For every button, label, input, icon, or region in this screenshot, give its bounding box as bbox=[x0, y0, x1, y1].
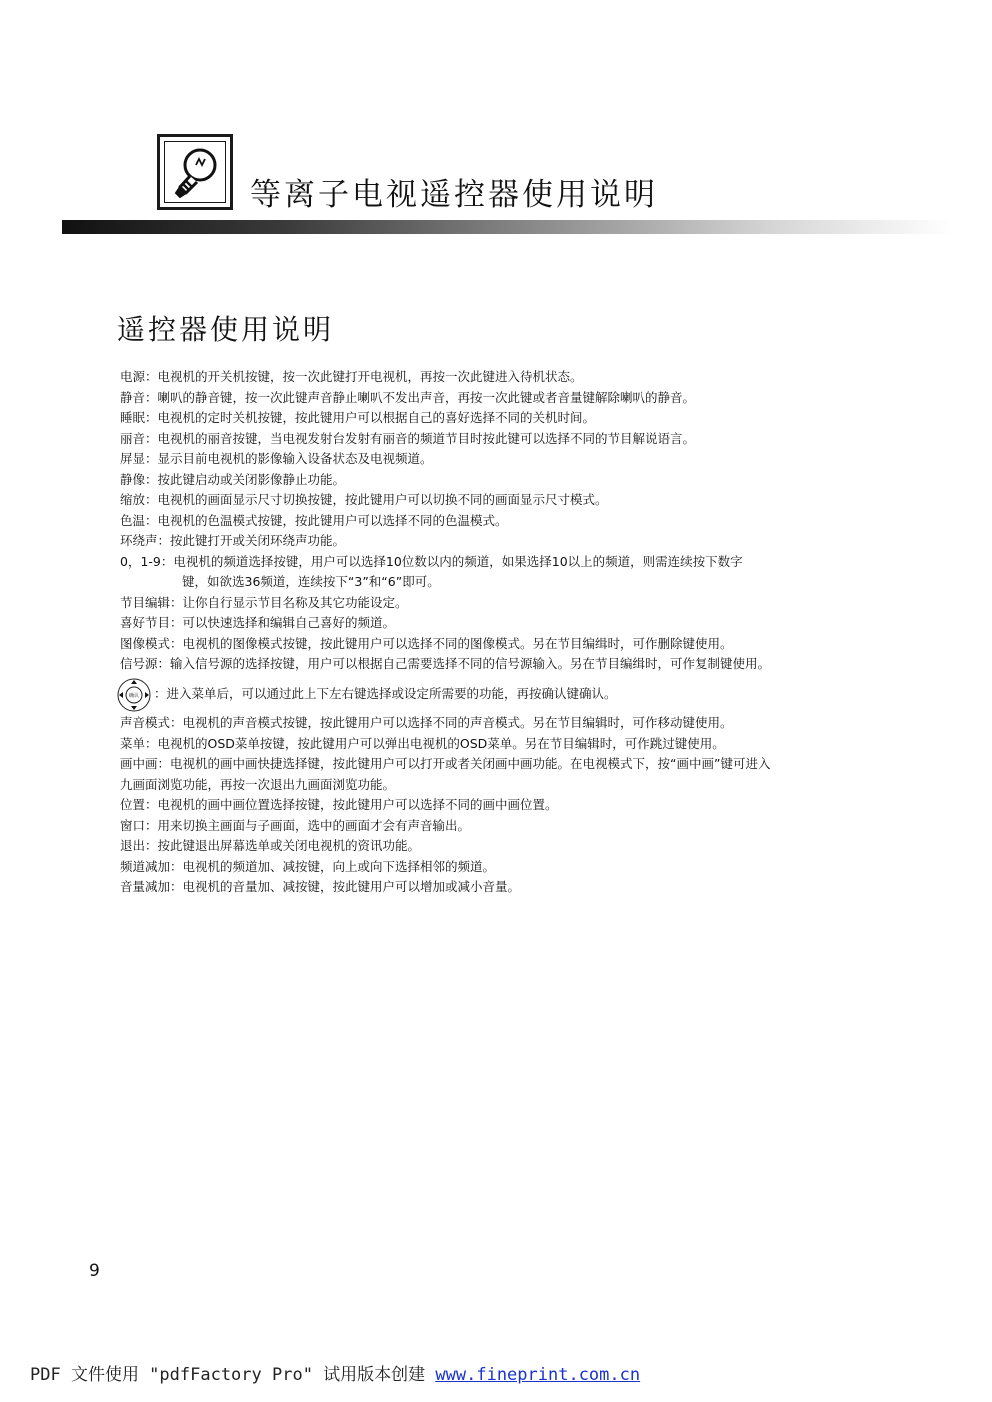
navigation-pad-center-label: 确认 bbox=[128, 692, 140, 699]
footer-link[interactable]: www.fineprint.com.cn bbox=[435, 1365, 641, 1385]
entry-navigation-text: ：进入菜单后，可以通过此上下左右键选择或设定所需要的功能，再按确认键确认。 bbox=[154, 686, 617, 702]
page-header-title: 等离子电视遥控器使用说明 bbox=[250, 177, 658, 213]
lightbulb-icon bbox=[166, 143, 224, 201]
entry-color-temp: 色温：电视机的色温模式按键，按此键用户可以选择不同的色温模式。 bbox=[120, 512, 508, 528]
entry-picture-mode: 图像模式：电视机的图像模式按键，按此键用户可以选择不同的图像模式。另在节目编缉时，可作删除键使用。 bbox=[120, 635, 733, 651]
entry-pip: 画中画：电视机的画中画快捷选择键，按此键用户可以打开或者关闭画中画功能。在电视模式下，按“画中画”键可进入 bbox=[120, 756, 771, 771]
entry-sound-mode: 声音模式：电视机的声音模式按键，按此键用户可以选择不同的声音模式。另在节目编辑时，可作移动键使用。 bbox=[120, 715, 733, 730]
button-descriptions-2 bbox=[120, 713, 910, 898]
entry-nicam: 丽音：电视机的丽音按键，当电视发射台发射有丽音的频道节目时按此键可以选择不同的节目解说语言。 bbox=[120, 430, 696, 446]
entry-channel: 频道减加：电视机的频道加、减按键，向上或向下选择相邻的频道。 bbox=[120, 858, 496, 874]
entry-program-edit: 节目编辑：让你自行显示节目名称及其它功能设定。 bbox=[120, 594, 408, 610]
button-descriptions bbox=[120, 367, 910, 713]
entry-digits: 0，1-9：电视机的频道选择按键，用户可以选择10位数以内的频道，如果选择10以上的频道，则需连续按下数字 bbox=[120, 553, 743, 569]
entry-pip-continued: 九画面浏览功能，再按一次退出九画面浏览功能。 bbox=[120, 776, 396, 792]
section-heading: 遥控器使用说明 bbox=[117, 313, 335, 346]
footer-text: PDF 文件使用 "pdfFactory Pro" 试用版本创建 bbox=[30, 1365, 436, 1385]
entry-surround: 环绕声：按此键打开或关闭环绕声功能。 bbox=[120, 533, 346, 548]
header-icon-frame bbox=[157, 134, 233, 210]
header-gradient-bar bbox=[62, 220, 952, 234]
entry-zoom: 缩放：电视机的画面显示尺寸切换按键，按此键用户可以切换不同的画面显示尺寸模式。 bbox=[120, 492, 608, 507]
footer bbox=[30, 1364, 640, 1386]
page-number: 9 bbox=[89, 1261, 100, 1281]
entry-source: 信号源：输入信号源的选择按键，用户可以根据自己需要选择不同的信号源输入。另在节目编缉时，可作复制键使用。 bbox=[120, 656, 771, 671]
entry-menu: 菜单：电视机的OSD菜单按键，按此键用户可以弹出电视机的OSD菜单。另在节目编辑时，可作跳过键使用。 bbox=[120, 735, 725, 751]
entry-mute: 静音：喇叭的静音键，按一次此键声音静止喇叭不发出声音，再按一次此键或者音量键解除喇叭的静音。 bbox=[120, 389, 696, 405]
entry-favorite: 喜好节目：可以快速选择和编辑自己喜好的频道。 bbox=[120, 615, 396, 630]
entry-digits-continued: 键，如欲选36频道，连续按下“3”和“6”即可。 bbox=[182, 574, 440, 589]
navigation-pad-icon bbox=[116, 677, 152, 713]
entry-volume: 音量减加：电视机的音量加、减按键，按此键用户可以增加或减小音量。 bbox=[120, 879, 521, 894]
entry-pip-position: 位置：电视机的画中画位置选择按键，按此键用户可以选择不同的画中画位置。 bbox=[120, 797, 558, 812]
entry-exit: 退出：按此键退出屏幕选单或关闭电视机的资讯功能。 bbox=[120, 838, 421, 853]
entry-power: 电源：电视机的开关机按键，按一次此键打开电视机，再按一次此键进入待机状态。 bbox=[120, 369, 583, 384]
entry-freeze: 静像：按此键启动或关闭影像静止功能。 bbox=[120, 471, 346, 487]
entry-display: 屏显：显示目前电视机的影像输入设备状态及电视频道。 bbox=[120, 451, 433, 466]
entry-navigation bbox=[120, 677, 910, 713]
entry-sleep: 睡眠：电视机的定时关机按键，按此键用户可以根据自己的喜好选择不同的关机时间。 bbox=[120, 410, 596, 425]
entry-window: 窗口：用来切换主画面与子画面，选中的画面才会有声音输出。 bbox=[120, 817, 471, 833]
